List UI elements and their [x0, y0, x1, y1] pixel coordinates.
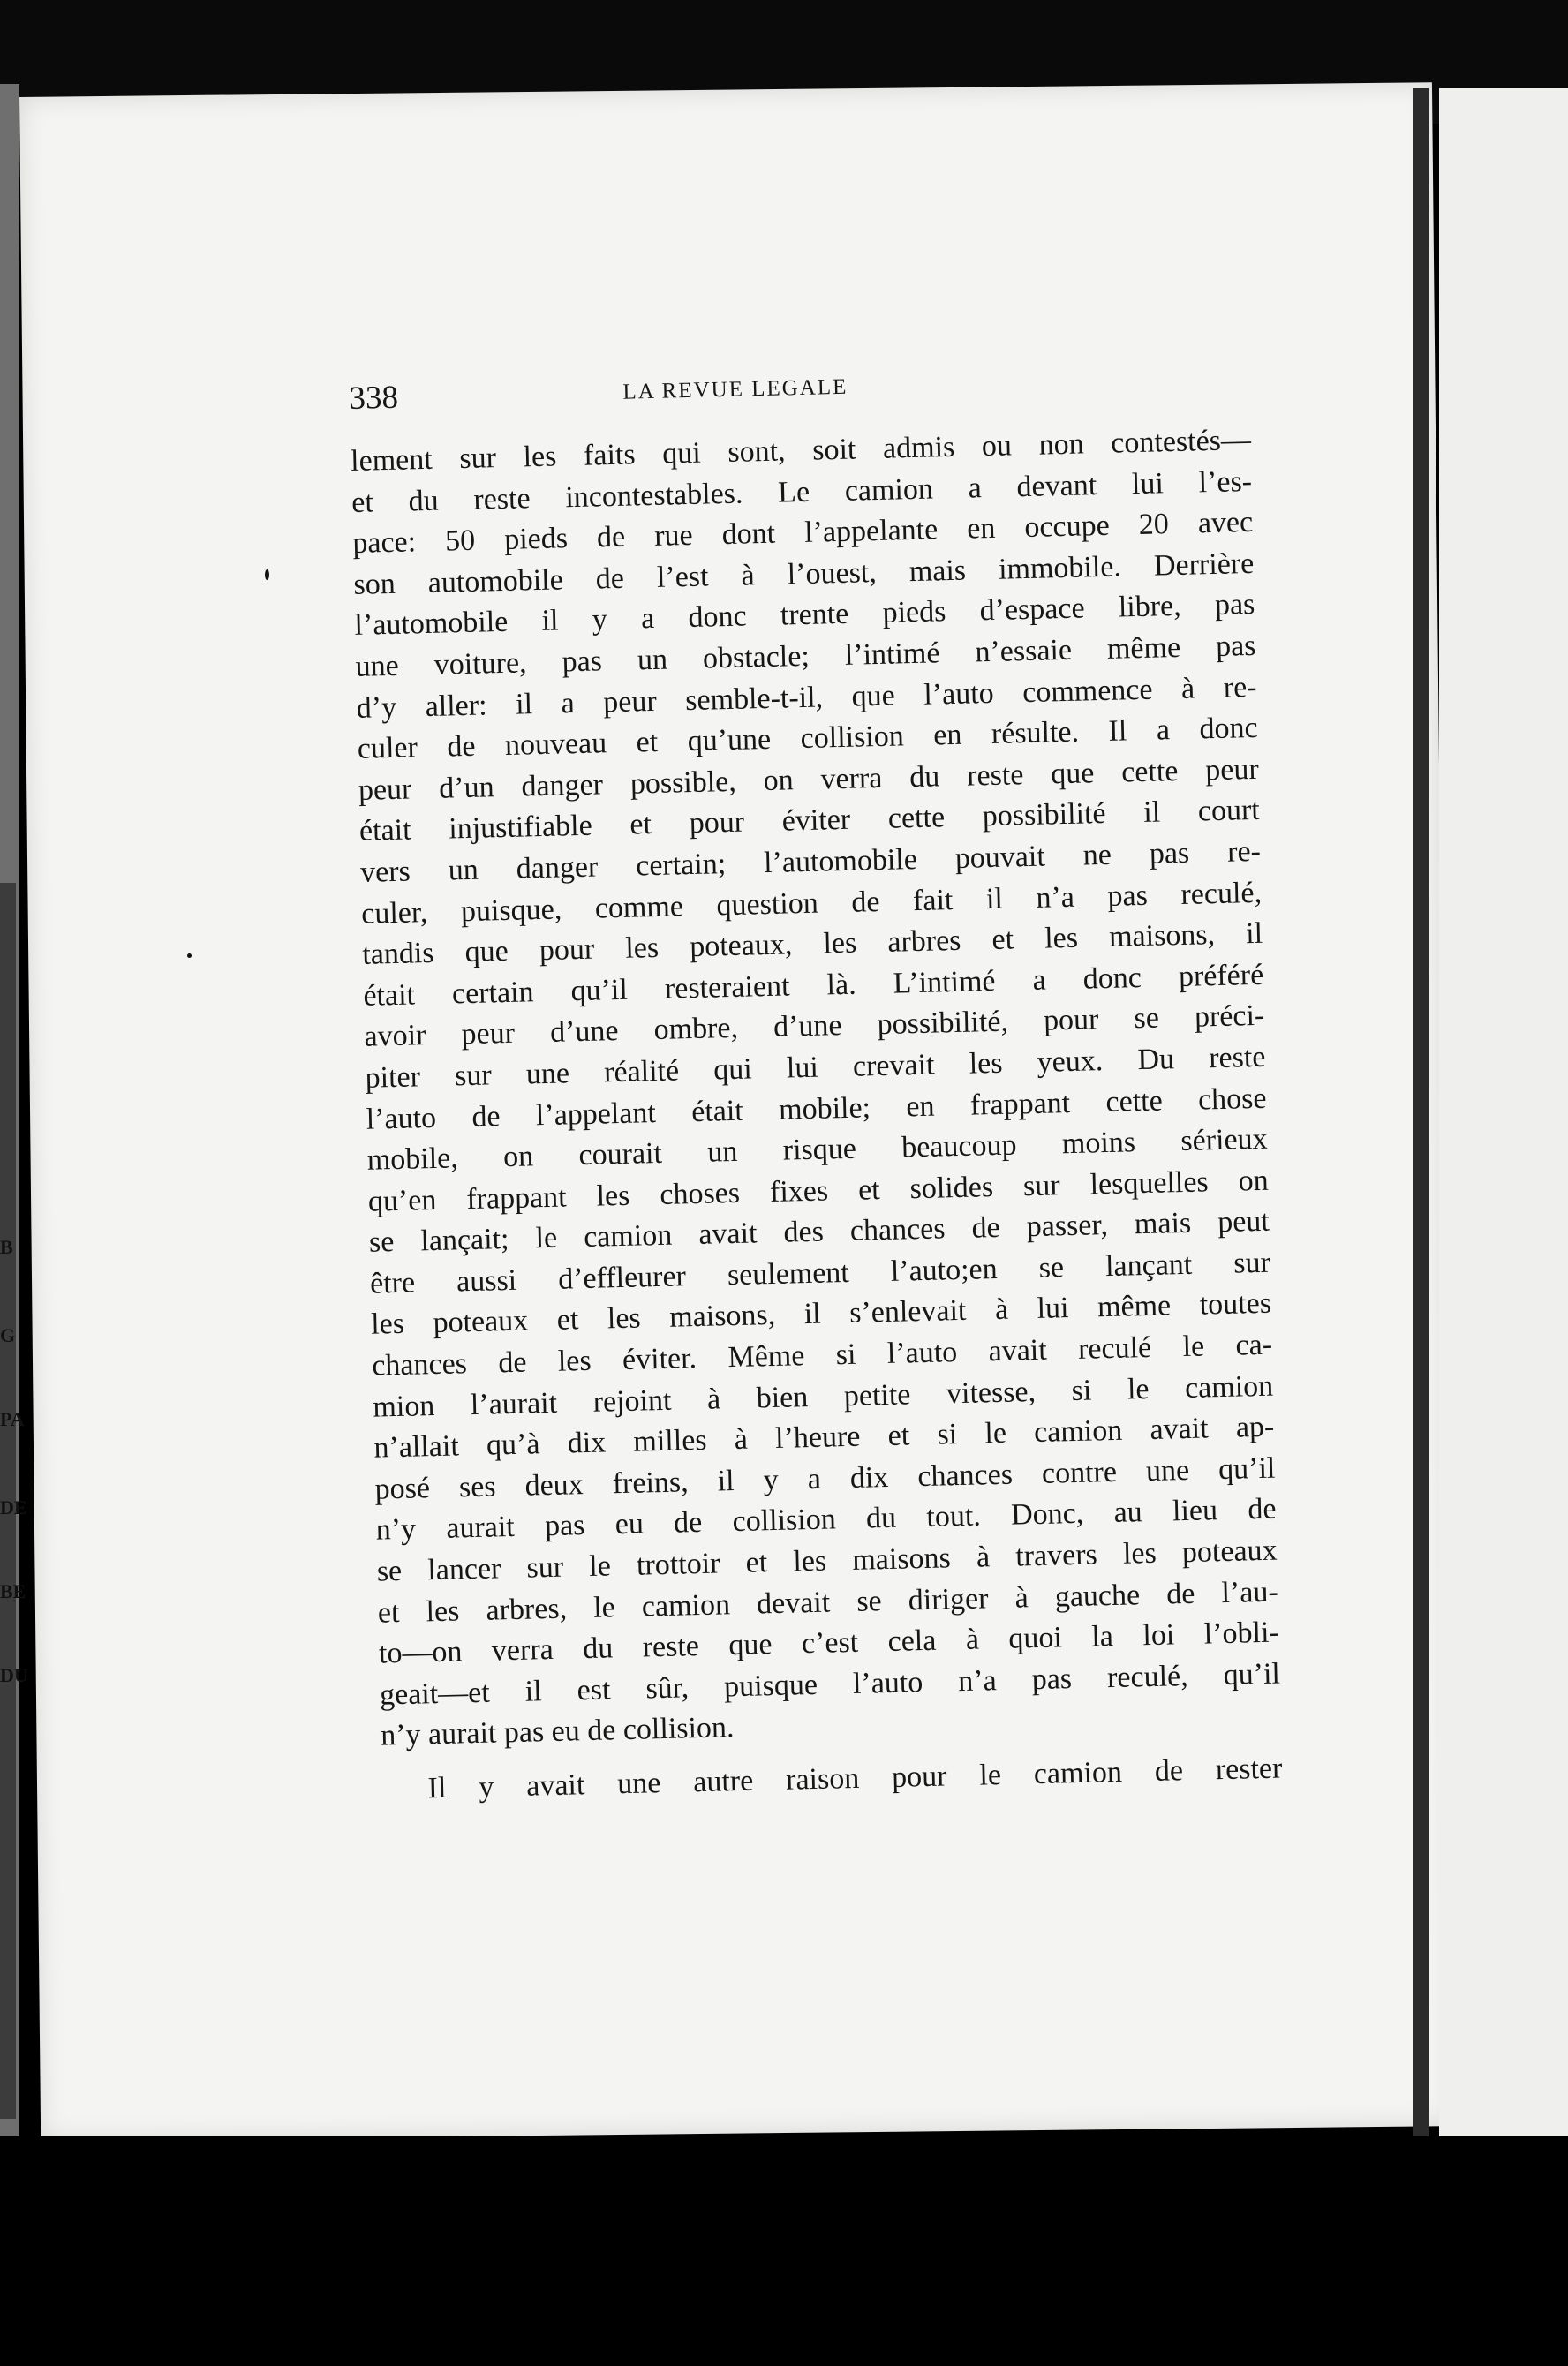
text-line: une voiture, pas un obstacle; l’intimé n’essaie même pas	[355, 629, 1256, 683]
text-line: culer, puisque, comme question de fait il n’a pas reculé,	[360, 876, 1263, 931]
text-line: posé ses deux freins, il y a dix chances contre une qu’il	[374, 1451, 1276, 1506]
text-line: culer de nouveau et qu’une collision en résulte. Il a donc	[357, 712, 1259, 766]
margin-fragment: BE	[0, 1580, 26, 1602]
page-text-block	[349, 358, 1283, 1811]
text-line: n’allait qu’à dix milles à l’heure et si le camion avait ap-	[373, 1410, 1275, 1465]
text-line: l’automobile il y a donc trente pieds d’espace libre, pas	[354, 588, 1255, 643]
text-line: et du reste incontestables. Le camion a devant lui l’es-	[351, 464, 1253, 519]
text-line: mion l’aurait rejoint à bien petite vitesse, si le camion	[372, 1369, 1274, 1424]
margin-fragment: DE	[0, 1496, 27, 1518]
text-line: chances de les éviter. Même si l’auto avait reculé le ca-	[371, 1328, 1273, 1383]
page-gutter	[1413, 88, 1429, 2145]
body-paragraph	[351, 420, 1282, 1758]
text-line: et les arbres, le camion devait se diriger à gauche de l’au-	[377, 1575, 1279, 1630]
next-page-edge	[1439, 88, 1568, 2145]
margin-fragment: G	[0, 1324, 16, 1346]
text-line: d’y aller: il a peur semble-t-il, que l’auto commence à re-	[356, 670, 1257, 725]
text-line: tandis que pour les poteaux, les arbres et les maisons, il	[361, 916, 1263, 971]
text-line: mobile, on courait un risque beaucoup moins sérieux	[366, 1122, 1268, 1177]
text-line: pace: 50 pieds de rue dont l’appelante en occupe 20 avec	[351, 506, 1254, 561]
text-line: n’y aurait pas eu de collision.	[380, 1711, 735, 1752]
text-line: se lançait; le camion avait des chances de passer, mais peut	[368, 1204, 1270, 1260]
text-line: geait—et il est sûr, puisque l’auto n’a pas reculé, qu’il	[379, 1657, 1281, 1712]
page-number: 338	[349, 379, 399, 417]
text-line: piter sur une réalité qui lui crevait les yeux. Du reste	[365, 1040, 1266, 1095]
text-line: qu’en frappant les choses fixes et solides sur lesquelles on	[367, 1164, 1270, 1218]
next-paragraph-line: Il y avait une autre raison pour le camion de rester	[427, 1752, 1283, 1805]
ink-speck	[265, 569, 269, 580]
film-border-bottom	[0, 2136, 1568, 2366]
margin-fragment: PA	[0, 1408, 25, 1430]
text-line: vers un danger certain; l’automobile pouvait ne pas re-	[359, 834, 1262, 889]
text-line: les poteaux et les maisons, il s’enlevait à lui même toutes	[370, 1287, 1272, 1342]
text-line: avoir peur d’une ombre, d’une possibilité, pour se préci-	[364, 999, 1265, 1054]
ink-speck	[187, 953, 192, 958]
text-line: lement sur les faits qui sont, soit admis ou non contestés—	[350, 423, 1252, 478]
text-line: to—on verra du reste que c’est cela à quoi la loi l’obli-	[378, 1616, 1280, 1670]
text-line: était certain qu’il resteraient là. L’intimé a donc préféré	[363, 958, 1264, 1013]
text-line: n’y aurait pas eu de collision du tout. Donc, au lieu de	[375, 1493, 1277, 1548]
text-line: était injustifiable et pour éviter cette possibilité il court	[358, 794, 1261, 848]
text-line: l’auto de l’appelant était mobile; en frappant cette chose	[366, 1081, 1267, 1136]
text-line: son automobile de l’est à l’ouest, mais immobile. Derrière	[353, 546, 1255, 601]
text-line: peur d’un danger possible, on verra du reste que cette peur	[358, 752, 1260, 807]
margin-fragment: B	[0, 1236, 13, 1258]
running-title: LA REVUE LEGALE	[622, 374, 848, 404]
text-line: se lancer sur le trottoir et les maisons à travers les poteaux	[376, 1533, 1278, 1588]
margin-fragment: DU	[0, 1664, 28, 1686]
text-line: être aussi d’effleurer seulement l’auto;en se lançant sur	[369, 1246, 1271, 1300]
